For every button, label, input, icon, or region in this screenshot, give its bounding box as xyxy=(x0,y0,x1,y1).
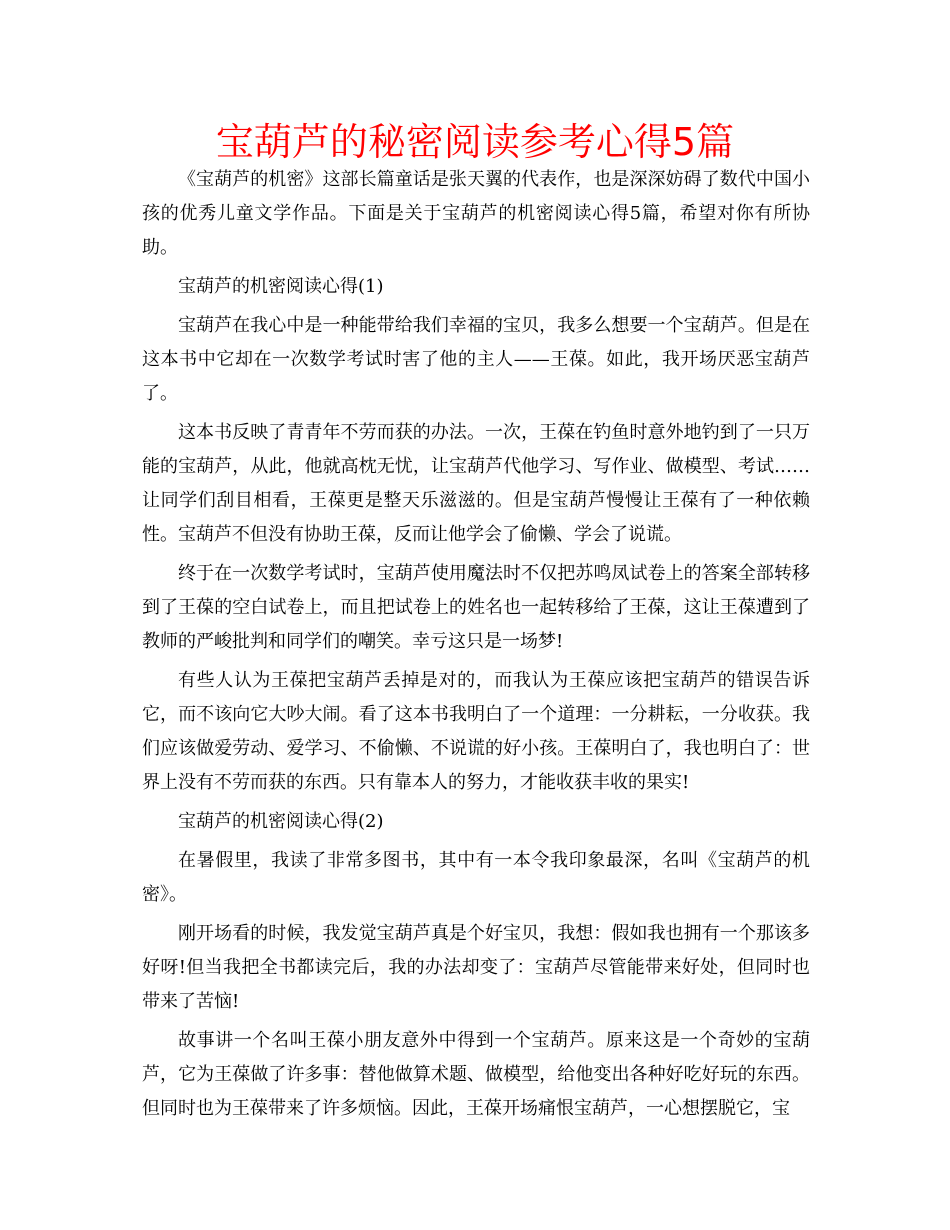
body-paragraph: 宝葫芦在我心中是一种能带给我们幸福的宝贝，我多么想要一个宝葫芦。但是在这本书中它却在一次数学考试时害了他的主人——王葆。如此，我开场厌恶宝葫芦了。 xyxy=(142,315,810,404)
section-heading-1: 宝葫芦的机密阅读心得(1) xyxy=(178,276,384,297)
body-paragraph: 刚开场看的时候，我发觉宝葫芦真是个好宝贝，我想：假如我也拥有一个那该多好呀!但当我把全书都读完后，我的办法却变了：宝葫芦尽管能带来好处，但同时也带来了苦恼! xyxy=(142,923,810,1012)
body-paragraph: 在暑假里，我读了非常多图书，其中有一本令我印象最深，名叫《宝葫芦的机密》。 xyxy=(142,850,810,905)
document-body xyxy=(142,163,810,1131)
body-paragraph: 终于在一次数学考试时，宝葫芦使用魔法时不仅把苏鸣凤试卷上的答案全部转移到了王葆的空白试卷上，而且把试卷上的姓名也一起转移给了王葆，这让王葆遭到了教师的严峻批判和同学们的嘲笑。幸亏这只是一场梦! xyxy=(142,563,810,652)
body-paragraph: 有些人认为王葆把宝葫芦丢掉是对的，而我认为王葆应该把宝葫芦的错误告诉它，而不该向它大吵大闹。看了这本书我明白了一个道理：一分耕耘，一分收获。我们应该做爱劳动、爱学习、不偷懒、不说谎的好小孩。王葆明白了，我也明白了：世界上没有不劳而获的东西。只有靠本人的努力，才能收获丰收的果实! xyxy=(142,670,810,793)
body-paragraph: 故事讲一个名叫王葆小朋友意外中得到一个宝葫芦。原来这是一个奇妙的宝葫芦，它为王葆做了许多事：替他做算术题、做模型，给他变出各种好吃好玩的东西。但同时也为王葆带来了许多烦恼。因此，王葆开场痛恨宝葫芦，一心想摆脱它，宝 xyxy=(142,1030,810,1119)
body-paragraph: 这本书反映了青青年不劳而获的办法。一次，王葆在钓鱼时意外地钓到了一只万能的宝葫芦，从此，他就高枕无忧，让宝葫芦代他学习、写作业、做模型、考试……让同学们刮目相看，王葆更是整天乐滋滋的。但是宝葫芦慢慢让王葆有了一种依赖性。宝葫芦不但没有协助王葆，反而让他学会了偷懒、学会了说谎。 xyxy=(142,422,810,545)
section-heading-2: 宝葫芦的机密阅读心得(2) xyxy=(178,811,384,832)
intro-paragraph: 《宝葫芦的机密》这部长篇童话是张天翼的代表作，也是深深妨碍了数代中国小孩的优秀儿童文学作品。下面是关于宝葫芦的机密阅读心得5篇，希望对你有所协助。 xyxy=(142,169,810,258)
document-title: 宝葫芦的秘密阅读参考心得5篇 xyxy=(215,120,735,164)
